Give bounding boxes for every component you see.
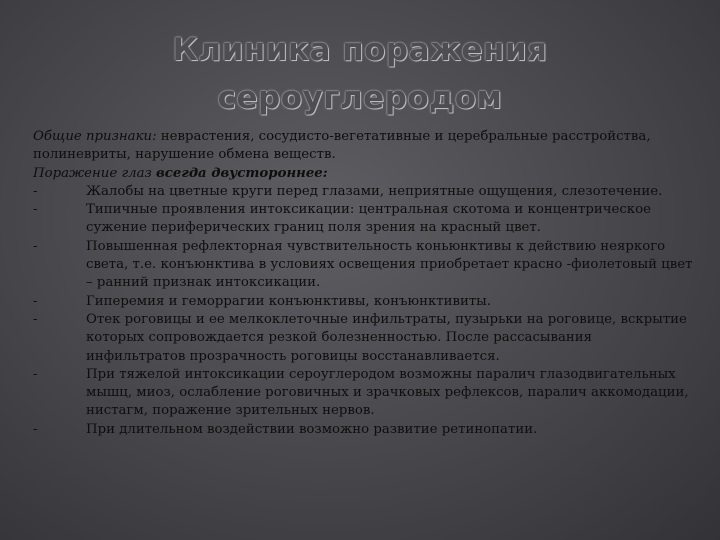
list-item-text: Типичные проявления интоксикации: центральная скотома и концентрическое сужение периферических границ поля зрения на красный цвет. xyxy=(86,202,651,236)
list-item-text: Повышенная рефлекторная чувствительность коньюнктивы к действию неяркого света, т.е. конъюнктива в условиях освещения приобретает красно -фиолетовый цвет – ранний признак интоксикации. xyxy=(86,238,693,291)
list-item-text: При длительном воздействии возможно развитие ретинопатии. xyxy=(86,421,538,437)
general-signs-text: неврастения, сосудисто-вегетативные и церебральные расстройства, полиневриты, нарушение обмена веществ. xyxy=(33,129,651,163)
bullet-dash: - xyxy=(33,366,38,382)
bullet-dash: - xyxy=(33,311,38,327)
eye-damage-label: Поражение глаз xyxy=(33,165,157,181)
list-item xyxy=(33,201,693,238)
bullet-dash: - xyxy=(33,238,38,254)
list-item xyxy=(33,311,693,366)
list-item xyxy=(33,293,693,311)
eye-damage-heading xyxy=(33,165,693,183)
symptom-list xyxy=(33,183,693,439)
slide-body xyxy=(33,128,693,439)
bullet-dash: - xyxy=(33,421,38,437)
general-signs-paragraph xyxy=(33,128,693,165)
list-item-text: При тяжелой интоксикации сероуглеродом возможны паралич глазодвигательных мышц, миоз, ослабление роговичных и зрачковых рефлексов, паралич аккомодации, нистагм, поражение зрительных нервов. xyxy=(86,366,689,419)
title-line-1: Клиника поражения xyxy=(172,32,548,68)
title-line-2: сероуглеродом xyxy=(217,80,503,116)
bullet-dash: - xyxy=(33,202,38,218)
bullet-dash: - xyxy=(33,293,38,309)
slide-title xyxy=(80,26,640,122)
eye-damage-emphasis: всегда двустороннее: xyxy=(156,165,328,181)
list-item xyxy=(33,421,693,439)
bullet-dash: - xyxy=(33,183,38,199)
list-item xyxy=(33,183,693,201)
list-item-text: Жалобы на цветные круги перед глазами, неприятные ощущения, слезотечение. xyxy=(86,183,663,199)
list-item-text: Отек роговицы и ее мелкоклеточные инфильтраты, пузырьки на роговице, вскрытие которых сопровождается резкой болезненностью. После рассасывания инфильтратов прозрачность роговицы восстанавливается. xyxy=(86,311,687,364)
general-signs-label: Общие признаки: xyxy=(33,129,157,144)
list-item xyxy=(33,238,693,293)
list-item xyxy=(33,366,693,421)
list-item-text: Гиперемия и геморрагии конъюнктивы, конъюнктивиты. xyxy=(86,293,491,309)
